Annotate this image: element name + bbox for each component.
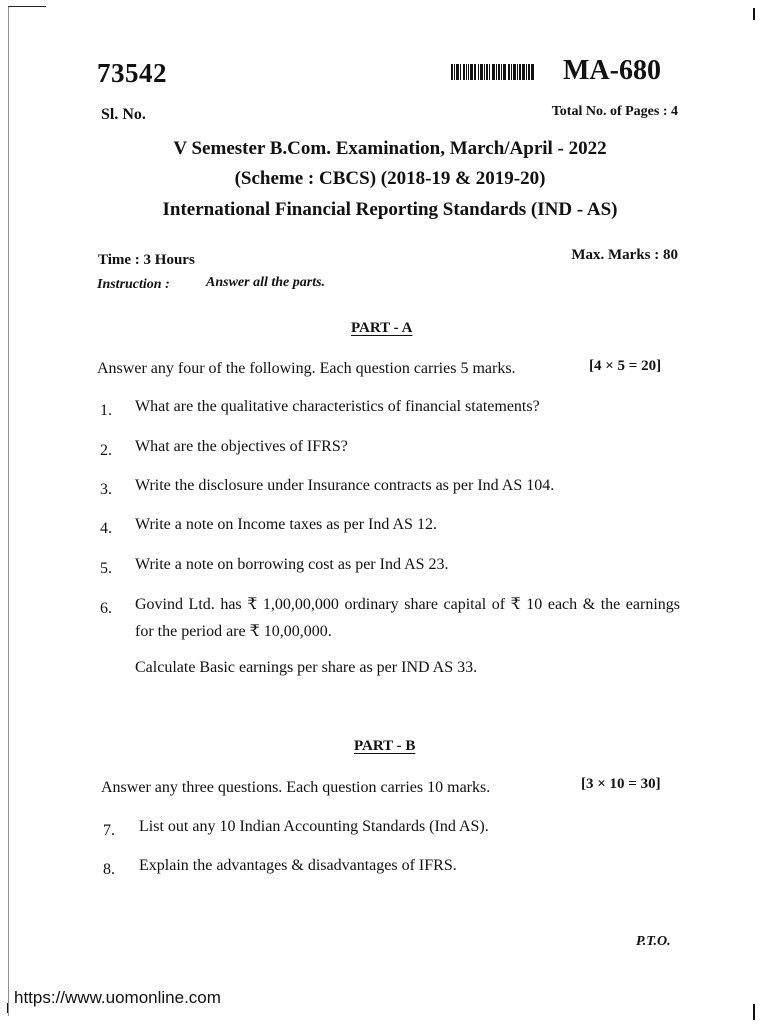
subject-title: International Financial Reporting Standards (IND - AS) bbox=[162, 199, 618, 220]
scan-mark bbox=[7, 1003, 8, 1013]
serial-number-label: Sl. No. bbox=[101, 106, 146, 123]
part-a-marks: [4 × 5 = 20] bbox=[589, 358, 662, 374]
question-number: 5. bbox=[100, 560, 112, 577]
part-a-heading: PART - A bbox=[351, 320, 413, 336]
question-number: 3. bbox=[100, 481, 112, 498]
max-marks: Max. Marks : 80 bbox=[571, 247, 678, 263]
paper-code: MA-680 bbox=[563, 55, 661, 86]
question-number: 6. bbox=[100, 600, 112, 617]
question-number: 4. bbox=[100, 520, 112, 537]
exam-title: V Semester B.Com. Examination, March/April - 2022 bbox=[173, 138, 607, 159]
total-pages: Total No. of Pages : 4 bbox=[551, 104, 678, 119]
question-text: Write the disclosure under Insurance contracts as per Ind AS 104. bbox=[135, 477, 555, 494]
barcode-image bbox=[451, 64, 542, 80]
scan-border-top bbox=[8, 6, 46, 7]
question-number: 8. bbox=[103, 861, 115, 878]
part-b-marks: [3 × 10 = 30] bbox=[581, 776, 661, 792]
scheme-title: (Scheme : CBCS) (2018-19 & 2019-20) bbox=[234, 168, 546, 189]
question-text: Write a note on Income taxes as per Ind AS 12. bbox=[135, 516, 437, 533]
question-number: 1. bbox=[100, 402, 112, 419]
instruction-text: Answer all the parts. bbox=[206, 275, 326, 290]
scan-border-left bbox=[8, 6, 9, 1016]
time-allowed: Time : 3 Hours bbox=[98, 252, 195, 268]
part-b-heading: PART - B bbox=[354, 738, 416, 754]
question-text: What are the objectives of IFRS? bbox=[135, 438, 348, 455]
question-number: 2. bbox=[100, 442, 112, 459]
part-a-instruction: Answer any four of the following. Each question carries 5 marks. bbox=[97, 360, 516, 377]
question-text: List out any 10 Indian Accounting Standards (Ind AS). bbox=[139, 818, 489, 835]
question-number: 7. bbox=[103, 822, 115, 839]
question-followup: Calculate Basic earnings per share as per IND AS 33. bbox=[135, 659, 478, 676]
question-text: What are the qualitative characteristics of financial statements? bbox=[135, 398, 540, 415]
exam-code: 73542 bbox=[97, 58, 167, 88]
scan-mark bbox=[753, 8, 755, 20]
instruction-label: Instruction : bbox=[97, 277, 170, 292]
question-text: Write a note on borrowing cost as per Ind AS 23. bbox=[135, 556, 449, 573]
scan-mark bbox=[753, 1004, 755, 1020]
question-text: Govind Ltd. has ₹ 1,00,00,000 ordinary share capital of ₹ 10 each & the earnings for the period are ₹ 10,00,000. bbox=[135, 596, 680, 640]
question-text: Explain the advantages & disadvantages of IFRS. bbox=[139, 857, 457, 874]
please-turn-over: P.T.O. bbox=[636, 934, 671, 949]
part-b-instruction: Answer any three questions. Each question carries 10 marks. bbox=[101, 779, 491, 796]
source-url: https://www.uomonline.com bbox=[14, 988, 221, 1007]
